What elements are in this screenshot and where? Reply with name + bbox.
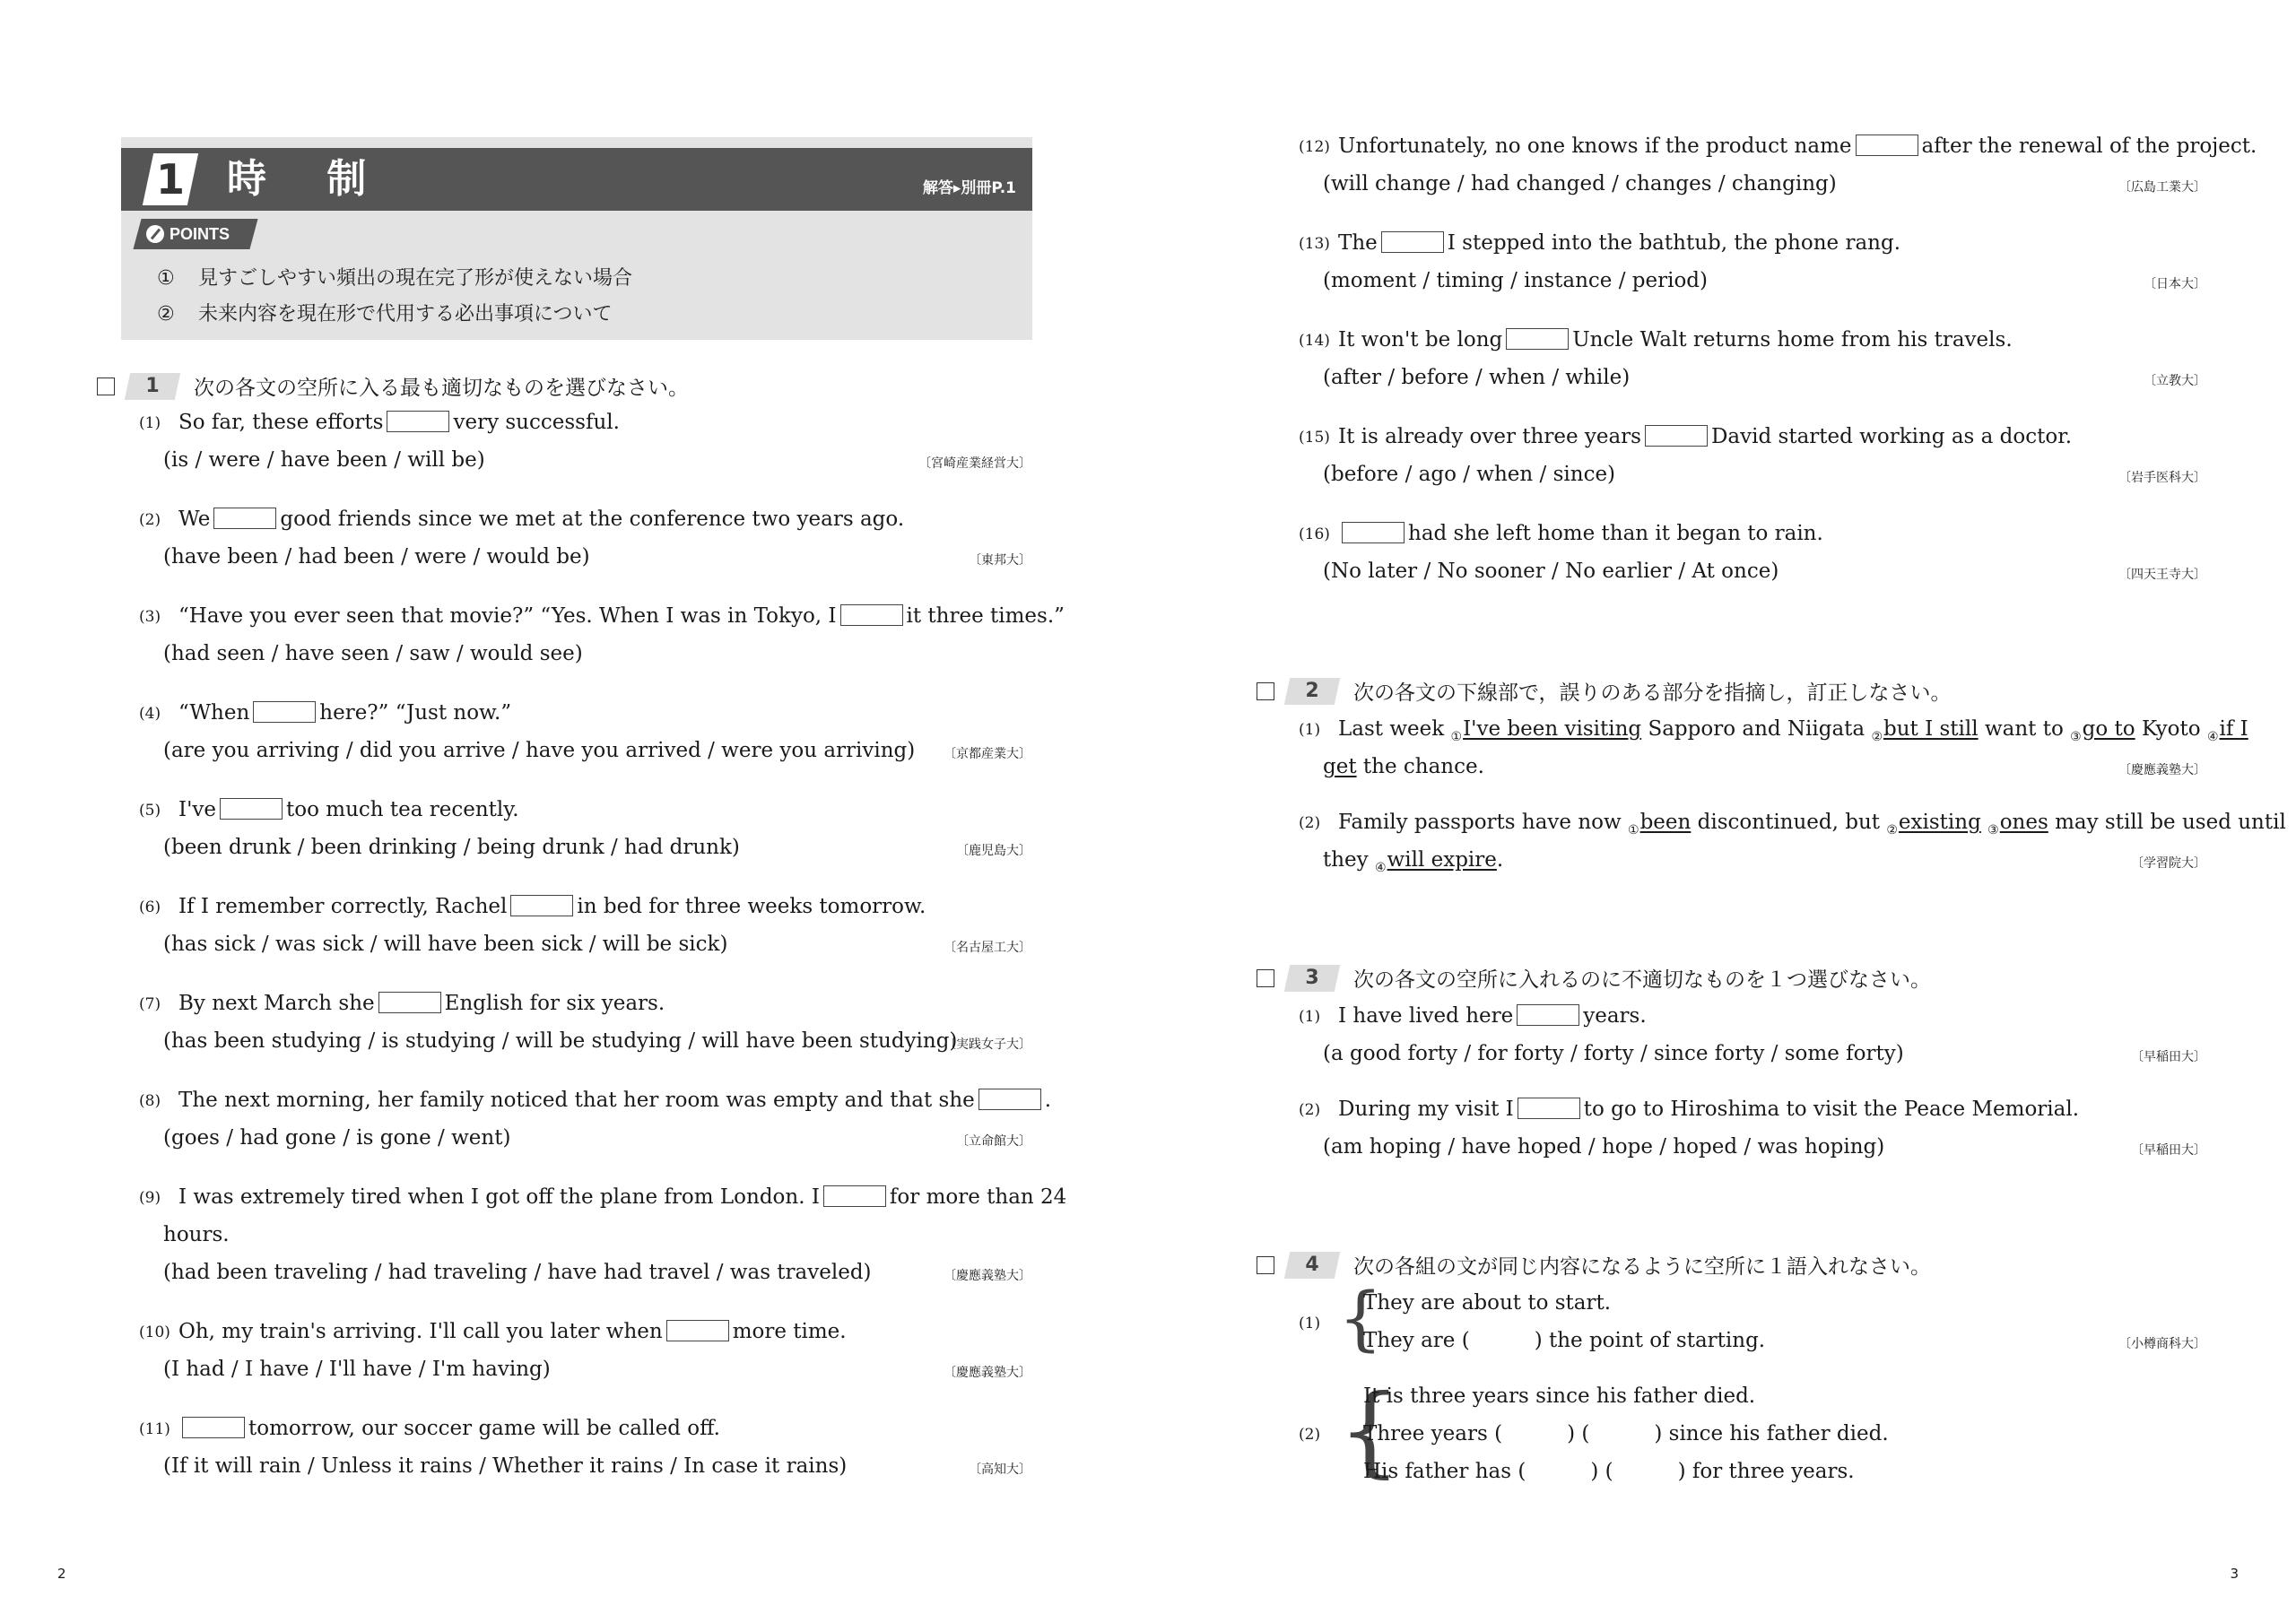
answer-blank[interactable] (1381, 231, 1444, 253)
answer-blank[interactable] (666, 1320, 729, 1341)
point-item: ② 未来内容を現在形で代用する必出事項について (157, 303, 613, 325)
pair-2-number: (2) (1299, 1426, 1321, 1444)
section-2-header: 2 次の各文の下線部で，誤りのある部分を指摘し，訂正しなさい。 (1257, 676, 1952, 706)
pair-1-number: (1) (1299, 1315, 1321, 1332)
question-3-1: (1) I have lived here years. (1299, 1004, 1647, 1028)
answer-reference: 解答▸別冊P.1 (922, 179, 1016, 197)
source-1: 〔宮崎産業経営大〕 (918, 456, 1031, 471)
point-item: ① 見すごしやすい頻出の現在完了形が使えない場合 (157, 267, 633, 290)
source-8: 〔立命館大〕 (956, 1134, 1031, 1149)
error-question-1-cont: get the chance. (1323, 755, 1484, 778)
chapter-header (121, 137, 1032, 340)
question-7: (7) By next March she English for six years. (139, 992, 665, 1015)
answer-blank[interactable] (213, 508, 276, 529)
points-tag: POINTS (133, 219, 257, 249)
chapter-number: 1 (143, 153, 198, 205)
question-14: (14) It won't be long Uncle Walt returns home from his travels. (1299, 328, 2013, 352)
source-f1: 〔早稲田大〕 (2131, 1050, 2206, 1064)
answer-blank[interactable] (253, 701, 316, 723)
choices-4: (are you arriving / did you arrive / have you arrived / were you arriving) (163, 739, 916, 762)
page-number: 3 (2230, 1566, 2239, 1582)
source-f2: 〔早稲田大〕 (2131, 1143, 2206, 1158)
choices-3: (had seen / have seen / saw / would see) (163, 642, 583, 665)
question-4: (4) “When here?” “Just now.” (139, 701, 512, 725)
pair-2-line-2: Three years ( ) ( ) since his father died. (1363, 1422, 1889, 1445)
answer-blank[interactable] (1645, 425, 1708, 447)
question-9: (9) I was extremely tired when I got off the plane from London. I for more than 24 (139, 1185, 1067, 1209)
source-5: 〔鹿児島大〕 (956, 844, 1031, 858)
source-10: 〔慶應義塾大〕 (944, 1366, 1031, 1380)
question-13: (13) The I stepped into the bathtub, the phone rang. (1299, 231, 1901, 255)
question-10: (10) Oh, my train's arriving. I'll call you later when more time. (139, 1320, 847, 1343)
source-g1: 〔小樽商科大〕 (2118, 1337, 2206, 1351)
question-2: (2) We good friends since we met at the conference two years ago. (139, 508, 905, 531)
section-instruction: 次の各文の下線部で，誤りのある部分を指摘し，訂正しなさい。 (1353, 681, 1952, 705)
checkbox[interactable] (97, 378, 115, 395)
checkbox[interactable] (1257, 682, 1274, 700)
question-3: (3) “Have you ever seen that movie?” “Yes. When I was in Tokyo, I it three times.” (139, 604, 1065, 628)
source-6: 〔名古屋工大〕 (944, 941, 1031, 955)
source-e1: 〔慶應義塾大〕 (2118, 763, 2206, 777)
question-6: (6) If I remember correctly, Rachel in bed for three weeks tomorrow. (139, 895, 926, 918)
answer-blank[interactable] (387, 411, 449, 432)
section-3-header: 3 次の各文の空所に入れるのに不適切なものを１つ選びなさい。 (1257, 963, 1931, 993)
source-11: 〔高知大〕 (969, 1462, 1031, 1477)
question-3-2: (2) During my visit I to go to Hiroshima to visit the Peace Memorial. (1299, 1098, 2080, 1121)
section-instruction: 次の各組の文が同じ内容になるように空所に１語入れなさい。 (1353, 1255, 1931, 1279)
choices-11: (If it will rain / Unless it rains / Whether it rains / In case it rains) (163, 1454, 848, 1478)
question-16: (16) had she left home than it began to rain. (1299, 522, 1823, 545)
source-e2: 〔学習院大〕 (2131, 856, 2206, 871)
question-12: (12) Unfortunately, no one knows if the product name after the renewal of the project. (1299, 135, 2257, 158)
choices-3-1: (a good forty / for forty / forty / since forty / some forty) (1323, 1042, 1904, 1065)
choices-6: (has sick / was sick / will have been sick / will be sick) (163, 933, 728, 956)
error-question-2: (2) Family passports have now $_①$been discontinued, but $_②$existing $_③$ones may still be used until (1299, 811, 2286, 838)
answer-blank[interactable] (823, 1185, 886, 1207)
answer-blank[interactable] (182, 1417, 245, 1438)
choices-2: (have been / had been / were / would be) (163, 545, 590, 568)
choices-1: (is / were / have been / will be) (163, 448, 485, 472)
section-4-header: 4 次の各組の文が同じ内容になるように空所に１語入れなさい。 (1257, 1250, 1931, 1280)
page-number: 2 (57, 1566, 66, 1582)
choices-8: (goes / had gone / is gone / went) (163, 1126, 511, 1150)
question-1: (1) So far, these efforts very successful. (139, 411, 620, 434)
brace-1: { (1338, 1279, 1383, 1359)
brace-2: { (1338, 1373, 1401, 1488)
question-9-cont: hours. (163, 1223, 230, 1246)
answer-blank[interactable] (220, 798, 283, 820)
section-1-header: 1 次の各文の空所に入る最も適切なものを選びなさい。 (97, 371, 689, 401)
choices-12: (will change / had changed / changes / changing) (1323, 172, 1837, 195)
question-15: (15) It is already over three years David started working as a doctor. (1299, 425, 2073, 448)
answer-blank[interactable] (978, 1089, 1041, 1110)
source-12: 〔広島工業大〕 (2118, 180, 2206, 195)
answer-blank[interactable] (1342, 522, 1405, 543)
section-instruction: 次の各文の空所に入れるのに不適切なものを１つ選びなさい。 (1353, 968, 1931, 992)
chapter-title: 時 制 (227, 156, 390, 202)
error-question-1: (1) Last week $_①$I've been visiting Sapporo and Niigata $_②$but I still want to $_③$go to Kyoto $_④$if I (1299, 717, 2248, 744)
answer-blank[interactable] (1518, 1098, 1580, 1119)
source-9: 〔慶應義塾大〕 (944, 1269, 1031, 1283)
pair-2-line-1: It is three years since his father died. (1363, 1384, 1756, 1408)
answer-blank[interactable] (378, 992, 441, 1013)
source-16: 〔四天王寺大〕 (2118, 568, 2206, 582)
pair-1-line-2: They are ( ) the point of starting. (1363, 1329, 1766, 1352)
choices-7: (has been studying / is studying / will be studying / will have been studying) (163, 1029, 958, 1053)
answer-blank[interactable] (1856, 135, 1918, 156)
answer-blank[interactable] (1517, 1004, 1579, 1026)
choices-14: (after / before / when / while) (1323, 366, 1631, 389)
source-15: 〔岩手医科大〕 (2118, 471, 2206, 485)
choices-15: (before / ago / when / since) (1323, 463, 1616, 486)
choices-3-2: (am hoping / have hoped / hope / hoped / was hoping) (1323, 1135, 1885, 1159)
choices-9: (had been traveling / had traveling / have had travel / was traveled) (163, 1261, 872, 1284)
chapter-title-bar (121, 148, 1032, 211)
right-page (1148, 0, 2296, 1623)
pair-2-line-3: His father has ( ) ( ) for three years. (1363, 1460, 1855, 1483)
pair-1-line-1: They are about to start. (1363, 1291, 1612, 1315)
question-11: (11) tomorrow, our soccer game will be called off. (139, 1417, 720, 1440)
source-4: 〔京都産業大〕 (944, 747, 1031, 761)
section-instruction: 次の各文の空所に入る最も適切なものを選びなさい。 (194, 377, 689, 400)
answer-blank[interactable] (1506, 328, 1569, 350)
pencil-icon (146, 225, 164, 243)
choices-13: (moment / timing / instance / period) (1323, 269, 1708, 292)
choices-5: (been drunk / been drinking / being drunk / had drunk) (163, 836, 740, 859)
answer-blank[interactable] (510, 895, 573, 916)
source-7: 〔実践女子大〕 (944, 1037, 1031, 1052)
checkbox[interactable] (1257, 969, 1274, 987)
choices-10: (I had / I have / I'll have / I'm having) (163, 1358, 551, 1381)
question-8: (8) The next morning, her family noticed that her room was empty and that she . (139, 1089, 1052, 1112)
source-13: 〔日本大〕 (2144, 277, 2206, 291)
error-question-2-cont: they $_④$will expire. (1323, 848, 1504, 875)
question-5: (5) I've too much tea recently. (139, 798, 519, 821)
source-2: 〔東邦大〕 (969, 553, 1031, 568)
answer-blank[interactable] (840, 604, 903, 626)
source-14: 〔立教大〕 (2144, 374, 2206, 388)
choices-16: (No later / No sooner / No earlier / At once) (1323, 560, 1779, 583)
checkbox[interactable] (1257, 1256, 1274, 1274)
